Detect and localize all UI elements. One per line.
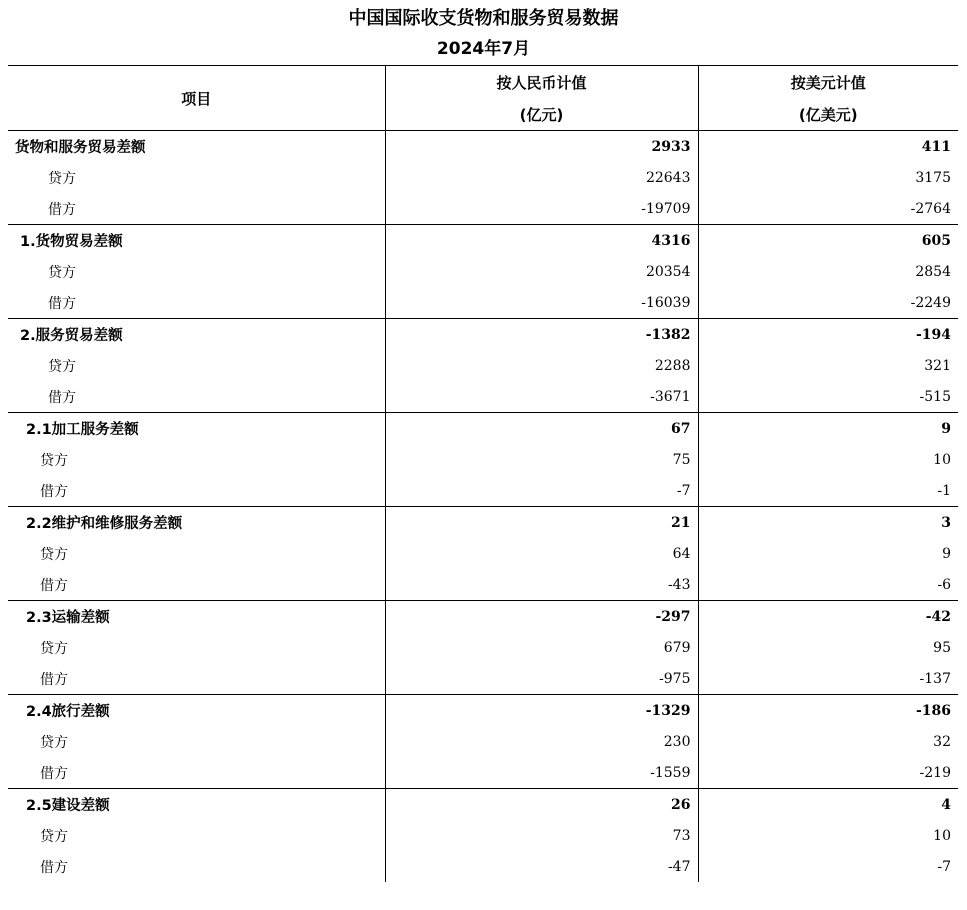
table-row — [8, 381, 958, 413]
credit-label: 贷方 — [8, 726, 385, 757]
table-row — [8, 131, 958, 163]
column-header-usd-unit: (亿美元) — [698, 98, 958, 131]
credit-label: 贷方 — [8, 162, 385, 193]
column-header-usd: 按美元计值 — [698, 66, 958, 99]
row-label: 2.服务贸易差额 — [8, 319, 385, 351]
table-row — [8, 569, 958, 601]
debit-rmb-value: -16039 — [385, 287, 698, 319]
credit-label: 贷方 — [8, 820, 385, 851]
table-row — [8, 726, 958, 757]
row-label: 2.3运输差额 — [8, 601, 385, 633]
credit-rmb-value: 20354 — [385, 256, 698, 287]
credit-rmb-value: 73 — [385, 820, 698, 851]
rmb-value: -1329 — [385, 695, 698, 727]
period-subtitle: 2024年7月 — [436, 39, 531, 59]
row-label: 2.2维护和维修服务差额 — [8, 507, 385, 539]
table-row — [8, 256, 958, 287]
debit-usd-value: -2764 — [910, 200, 951, 217]
credit-rmb-value: 22643 — [385, 162, 698, 193]
debit-rmb-value: -1559 — [385, 757, 698, 789]
debit-label: 借方 — [8, 193, 385, 225]
rmb-value: 2933 — [385, 131, 698, 163]
usd-value: 411 — [698, 131, 958, 163]
table-row — [8, 413, 958, 445]
table-row — [8, 601, 958, 633]
credit-rmb-value: 64 — [385, 538, 698, 569]
credit-label: 贷方 — [8, 444, 385, 475]
rmb-value: -1382 — [385, 319, 698, 351]
table-row — [8, 538, 958, 569]
usd-value: 605 — [698, 225, 958, 257]
page-title: 中国国际收支货物和服务贸易数据 — [348, 8, 619, 29]
row-label: 1.货物贸易差额 — [8, 225, 385, 257]
debit-usd-value: -6 — [937, 576, 951, 593]
credit-usd-value: 3175 — [915, 169, 951, 186]
debit-rmb-value: -3671 — [385, 381, 698, 413]
credit-usd-value: 9 — [942, 545, 951, 562]
row-label: 2.1加工服务差额 — [8, 413, 385, 445]
debit-label: 借方 — [8, 663, 385, 695]
credit-usd-value: 2854 — [915, 263, 951, 280]
column-header-rmb-unit: (亿元) — [385, 98, 698, 131]
table-row — [8, 287, 958, 319]
debit-rmb-value: -975 — [385, 663, 698, 695]
debit-usd-value: -219 — [919, 764, 951, 781]
debit-label: 借方 — [8, 851, 385, 882]
table-row — [8, 225, 958, 257]
rmb-value: 26 — [385, 789, 698, 821]
credit-rmb-value: 75 — [385, 444, 698, 475]
credit-usd-value: 32 — [933, 733, 951, 750]
row-label: 2.5建设差额 — [8, 789, 385, 821]
table-row — [8, 789, 958, 821]
row-label: 2.4旅行差额 — [8, 695, 385, 727]
trade-data-table — [8, 65, 958, 882]
table-row — [8, 507, 958, 539]
debit-rmb-value: -43 — [385, 569, 698, 601]
usd-value: -194 — [698, 319, 958, 351]
debit-rmb-value: -19709 — [385, 193, 698, 225]
usd-value: -186 — [698, 695, 958, 727]
debit-rmb-value: -7 — [385, 475, 698, 507]
column-header-item: 项目 — [8, 66, 385, 131]
table-row — [8, 319, 958, 351]
column-header-rmb: 按人民币计值 — [385, 66, 698, 99]
credit-usd-value: 95 — [933, 639, 951, 656]
rmb-value: 67 — [385, 413, 698, 445]
debit-label: 借方 — [8, 381, 385, 413]
table-row — [8, 851, 958, 882]
table-body — [8, 131, 958, 883]
table-row — [8, 695, 958, 727]
debit-usd-value: -2249 — [910, 294, 951, 311]
credit-label: 贷方 — [8, 538, 385, 569]
credit-label: 贷方 — [8, 256, 385, 287]
table-row — [8, 820, 958, 851]
usd-value: 4 — [698, 789, 958, 821]
debit-usd-value: -7 — [937, 858, 951, 875]
debit-usd-value: -137 — [919, 670, 951, 687]
rmb-value: 4316 — [385, 225, 698, 257]
credit-usd-value: 321 — [924, 357, 951, 374]
credit-rmb-value: 230 — [385, 726, 698, 757]
debit-label: 借方 — [8, 757, 385, 789]
table-row — [8, 162, 958, 193]
credit-usd-value: 10 — [933, 827, 951, 844]
credit-rmb-value: 679 — [385, 632, 698, 663]
debit-usd-value: -1 — [937, 482, 951, 499]
table-row — [8, 350, 958, 381]
usd-value: 9 — [698, 413, 958, 445]
table-row — [8, 444, 958, 475]
debit-rmb-value: -47 — [385, 851, 698, 882]
table-row — [8, 475, 958, 507]
table-row — [8, 632, 958, 663]
usd-value: 3 — [698, 507, 958, 539]
credit-usd-value: 10 — [933, 451, 951, 468]
credit-label: 贷方 — [8, 350, 385, 381]
rmb-value: 21 — [385, 507, 698, 539]
debit-usd-value: -515 — [919, 388, 951, 405]
debit-label: 借方 — [8, 475, 385, 507]
credit-rmb-value: 2288 — [385, 350, 698, 381]
table-row — [8, 757, 958, 789]
credit-label: 贷方 — [8, 632, 385, 663]
debit-label: 借方 — [8, 569, 385, 601]
debit-label: 借方 — [8, 287, 385, 319]
table-row — [8, 193, 958, 225]
usd-value: -42 — [698, 601, 958, 633]
row-label: 货物和服务贸易差额 — [8, 131, 385, 163]
rmb-value: -297 — [385, 601, 698, 633]
table-row — [8, 663, 958, 695]
